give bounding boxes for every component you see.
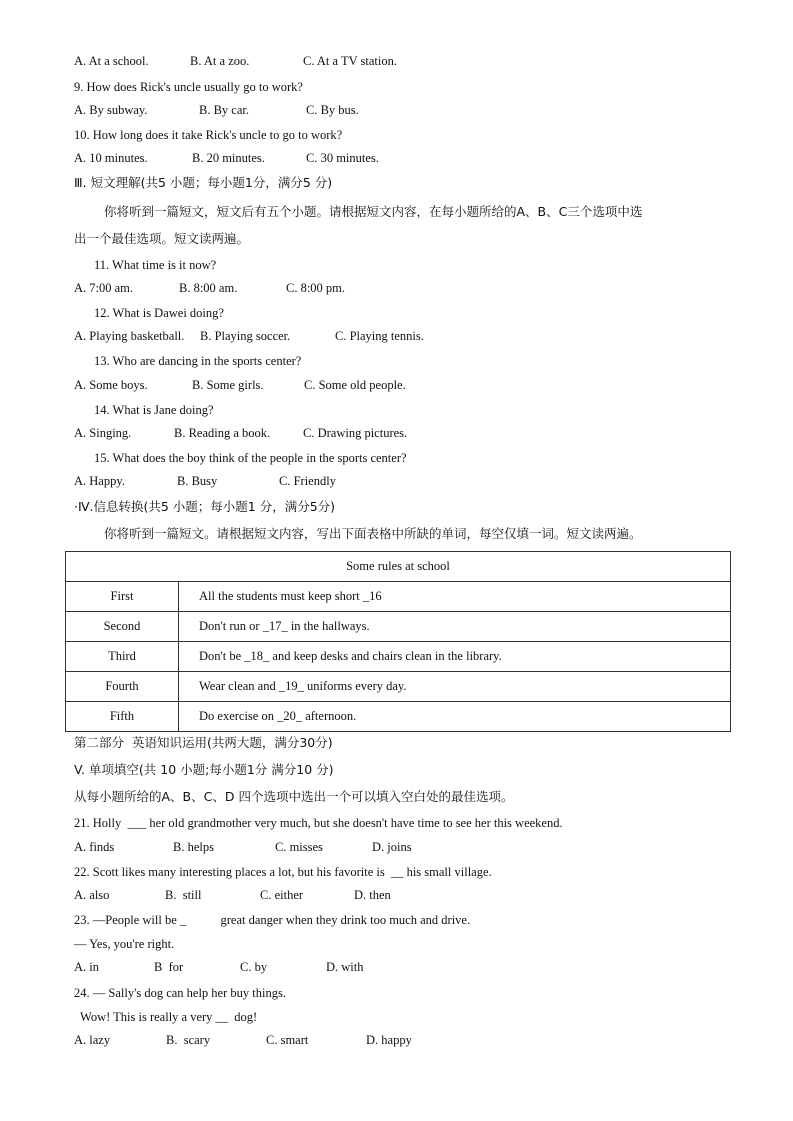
table-cell-order: Second	[66, 612, 179, 642]
q11-option-b: B. 8:00 am.	[179, 281, 238, 295]
q12-question: 12. What is Dawei doing?	[94, 306, 224, 320]
table-header-row	[66, 552, 731, 582]
q9-option-a: A. By subway.	[74, 103, 148, 117]
q8-option-a: A. At a school.	[74, 54, 149, 68]
q21-question: 21. Holly ___ her old grandmother very much, but she doesn't have time to see her this weekend.	[74, 816, 563, 830]
q21-option-d: D. joins	[372, 840, 412, 854]
table-cell-order: First	[66, 582, 179, 612]
q10-question: 10. How long does it take Rick's uncle to go to work?	[74, 128, 343, 142]
rules-table	[65, 551, 731, 732]
q13-question: 13. Who are dancing in the sports center?	[94, 354, 302, 368]
table-row	[66, 672, 731, 702]
table-cell-rule: Don't be _18_ and keep desks and chairs clean in the library.	[179, 642, 731, 672]
section3-instruction-line2: 出一个最佳选项。短文读两遍。	[74, 231, 250, 246]
q8-option-b: B. At a zoo.	[190, 54, 250, 68]
q22-option-b: B. still	[165, 888, 202, 902]
section3-instruction-line1: 你将听到一篇短文，短文后有五个小题。请根据短文内容，在每小题所给的A、B、C三个选项中选	[104, 204, 643, 219]
q22-option-c: C. either	[260, 888, 304, 902]
section4-title: ·Ⅳ.信息转换(共5 小题；每小题1 分，满分5分)	[74, 499, 336, 514]
q22-option-a: A. also	[74, 888, 110, 902]
table-header: Some rules at school	[66, 552, 731, 582]
q12-option-c: C. Playing tennis.	[335, 329, 424, 343]
table-cell-order: Fifth	[66, 702, 179, 732]
q21-option-c: C. misses	[275, 840, 323, 854]
q13-option-a: A. Some boys.	[74, 378, 148, 392]
table-cell-rule: Don't run or _17_ in the hallways.	[179, 612, 731, 642]
section5-title: V. 单项填空(共 10 小题;每小题1分 满分10 分)	[74, 762, 334, 777]
q21-option-a: A. finds	[74, 840, 115, 854]
q23-option-a: A. in	[74, 960, 99, 974]
q24-option-b: B. scary	[166, 1033, 211, 1047]
q23-option-c: C. by	[240, 960, 268, 974]
q21-option-b: B. helps	[173, 840, 214, 854]
table-cell-order: Fourth	[66, 672, 179, 702]
q24-reply: Wow! This is really a very __ dog!	[74, 1010, 258, 1024]
q9-question: 9. How does Rick's uncle usually go to work?	[74, 80, 303, 94]
q12-option-b: B. Playing soccer.	[200, 329, 291, 343]
q14-question: 14. What is Jane doing?	[94, 403, 214, 417]
q9-option-b: B. By car.	[199, 103, 249, 117]
q22-option-d: D. then	[354, 888, 391, 902]
q23-reply: — Yes, you're right.	[74, 937, 175, 951]
q14-option-c: C. Drawing pictures.	[303, 426, 408, 440]
table-cell-rule: Do exercise on _20_ afternoon.	[179, 702, 731, 732]
table-row	[66, 582, 731, 612]
q13-option-c: C. Some old people.	[304, 378, 406, 392]
table-row	[66, 612, 731, 642]
q23-option-d: D. with	[326, 960, 364, 974]
q11-option-c: C. 8:00 pm.	[286, 281, 346, 295]
q24-question: 24. — Sally's dog can help her buy things.	[74, 986, 286, 1000]
q15-option-a: A. Happy.	[74, 474, 125, 488]
q24-option-c: C. smart	[266, 1033, 309, 1047]
section3-title: Ⅲ. 短文理解(共5 小题；每小题1分，满分5 分)	[74, 175, 333, 190]
q15-option-c: C. Friendly	[279, 474, 336, 488]
q22-question: 22. Scott likes many interesting places a lot, but his favorite is __ his small village.	[74, 865, 492, 879]
part2-title: 第二部分 英语知识运用(共两大题，满分30分)	[74, 735, 333, 750]
q24-option-d: D. happy	[366, 1033, 412, 1047]
section4-instruction: 你将听到一篇短文。请根据短文内容，写出下面表格中所缺的单词，每空仅填一词。短文读两遍。	[104, 526, 642, 541]
q15-question: 15. What does the boy think of the people in the sports center?	[94, 451, 407, 465]
table-cell-rule: Wear clean and _19_ uniforms every day.	[179, 672, 731, 702]
table-cell-order: Third	[66, 642, 179, 672]
q15-option-b: B. Busy	[177, 474, 218, 488]
table-cell-rule: All the students must keep short _16	[179, 582, 731, 612]
q11-question: 11. What time is it now?	[94, 258, 217, 272]
q11-option-a: A. 7:00 am.	[74, 281, 134, 295]
table-row	[66, 702, 731, 732]
q23-question: 23. —People will be _ great danger when they drink too much and drive.	[74, 913, 471, 927]
q10-option-b: B. 20 minutes.	[192, 151, 265, 165]
q13-option-b: B. Some girls.	[192, 378, 264, 392]
q10-option-c: C. 30 minutes.	[306, 151, 379, 165]
section5-instruction: 从每小题所给的A、B、C、D 四个选项中选出一个可以填入空白处的最佳选项。	[74, 789, 514, 804]
q10-option-a: A. 10 minutes.	[74, 151, 148, 165]
q14-option-a: A. Singing.	[74, 426, 132, 440]
q12-option-a: A. Playing basketball.	[74, 329, 185, 343]
q9-option-c: C. By bus.	[306, 103, 359, 117]
q23-option-b: B for	[154, 960, 184, 974]
q14-option-b: B. Reading a book.	[174, 426, 271, 440]
q8-option-c: C. At a TV station.	[303, 54, 397, 68]
table-row	[66, 642, 731, 672]
q24-option-a: A. lazy	[74, 1033, 111, 1047]
